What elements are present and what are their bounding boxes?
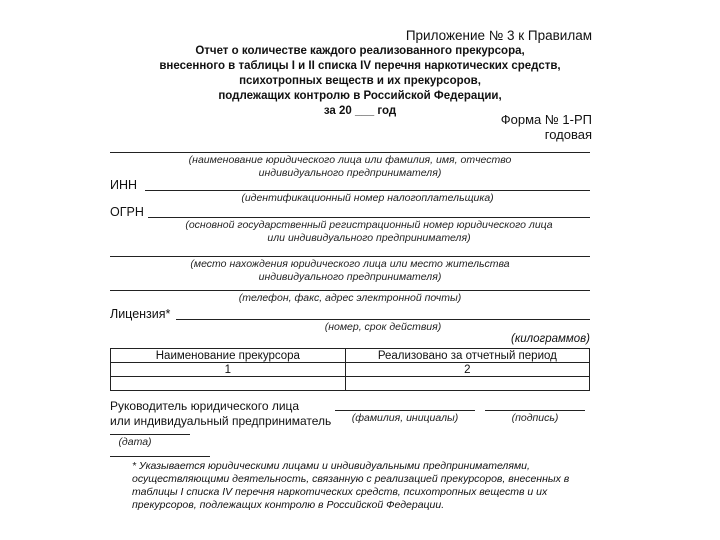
head-label-line: или индивидуальный предприниматель [110,414,332,428]
footnote-divider [110,456,210,457]
title-line: Отчет о количестве каждого реализованного прекурсора, [195,45,525,57]
units-label: (килограммов) [511,333,590,345]
name-hint: (фамилия, инициалы) [351,412,459,424]
footnote: * Указывается юридическими лицами и индивидуальными предпринимателями, осуществляющими деятельность, связанную с реализацией прекурсоров, внесенных в таблицы I списка IV перечня наркотических средств, психотропных веществ и их прекурсоров, подлежащих контролю в Российской Федерации. [132,460,570,511]
form-period: годовая [544,127,592,142]
hint-line: (место нахождения юридического лица или место жительства [190,258,510,270]
column-number: 2 [345,363,589,377]
org-name-line[interactable] [110,152,590,153]
report-title [150,44,570,119]
table-cell[interactable] [345,377,589,391]
signature-field[interactable] [485,410,585,411]
head-label [110,399,331,429]
inn-label: ИНН [110,178,138,192]
column-number: 1 [111,363,346,377]
contacts-line[interactable] [110,290,590,291]
head-label-line: Руководитель юридического лица [110,399,300,413]
title-line: внесенного в таблицы I и II списка IV перечня наркотических средств, [159,60,561,72]
column-header-sold: Реализовано за отчетный период [345,349,589,363]
org-name-hint [110,154,590,180]
ogrn-field[interactable] [148,217,590,218]
hint-line: (основной государственный регистрационный номер юридического лица [185,219,553,231]
title-line: за 20 ___ год [323,105,397,117]
license-label: Лицензия* [110,307,171,321]
name-field[interactable] [335,410,475,411]
table-number-row [111,363,590,377]
hint-line: индивидуального предпринимателя) [258,271,442,283]
table-header-row [111,349,590,363]
inn-hint: (идентификационный номер налогоплательщика) [241,192,494,204]
ogrn-hint [148,219,590,245]
inn-field[interactable] [145,190,590,191]
title-line: психотропных веществ и их прекурсоров, [239,75,481,87]
license-field[interactable] [176,319,590,320]
hint-line: индивидуального предпринимателя) [258,167,442,179]
hint-line: (наименование юридического лица или фамилия, имя, отчество [188,154,512,166]
form-identifier [501,112,592,142]
contacts-hint: (телефон, факс, адрес электронной почты) [238,292,462,304]
column-header-precursor: Наименование прекурсора [111,349,346,363]
ogrn-label: ОГРН [110,205,144,219]
date-field[interactable] [110,434,190,435]
table-cell[interactable] [111,377,346,391]
hint-line: или индивидуального предпринимателя) [267,232,471,244]
address-line[interactable] [110,256,590,257]
address-hint [110,258,590,284]
precursor-table [110,348,590,391]
form-number: Форма № 1-РП [500,112,592,127]
table-row [111,377,590,391]
appendix-reference: Приложение № 3 к Правилам [405,28,592,43]
license-hint: (номер, срок действия) [324,321,442,333]
signature-hint: (подпись) [511,412,559,424]
date-hint: (дата) [118,436,152,448]
title-line: подлежащих контролю в Российской Федерации, [218,90,502,102]
